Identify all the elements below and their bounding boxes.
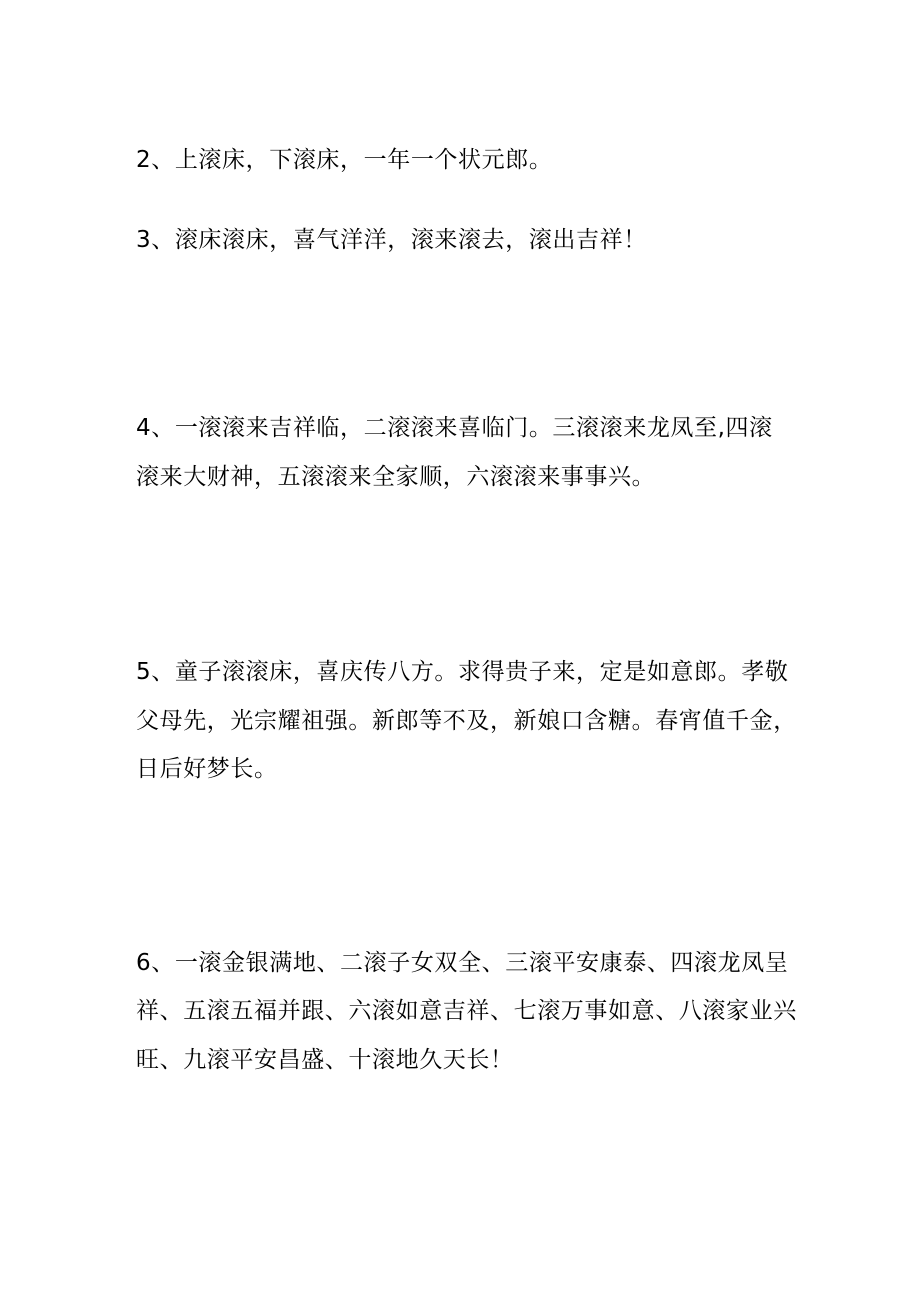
paragraph-line: 2、上滚床，下滚床，一年一个状元郎。	[136, 147, 553, 173]
paragraph-line: 5、童子滚滚床，喜庆传八方。求得贵子来，定是如意郎。孝敬	[136, 659, 789, 685]
paragraph-line: 父母先，光宗耀祖强。新郎等不及，新娘口含糖。春宵值千金，	[136, 708, 797, 734]
paragraph-line: 6、一滚金银满地、二滚子女双全、三滚平安康泰、四滚龙凤呈	[136, 950, 789, 976]
paragraph-line: 旺、九滚平安昌盛、十滚地久天长！	[136, 1047, 514, 1073]
paragraph-line: 祥、五滚五福并跟、六滚如意吉祥、七滚万事如意、八滚家业兴	[136, 998, 797, 1024]
paragraph-line: 3、滚床滚床，喜气洋洋，滚来滚去，滚出吉祥！	[136, 227, 647, 253]
paragraph-line: 滚来大财神，五滚滚来全家顺，六滚滚来事事兴。	[136, 464, 656, 490]
paragraph-line: 日后好梦长。	[136, 756, 278, 782]
paragraph-line: 4、一滚滚来吉祥临，二滚滚来喜临门。三滚滚来龙凤至,四滚	[136, 415, 773, 441]
